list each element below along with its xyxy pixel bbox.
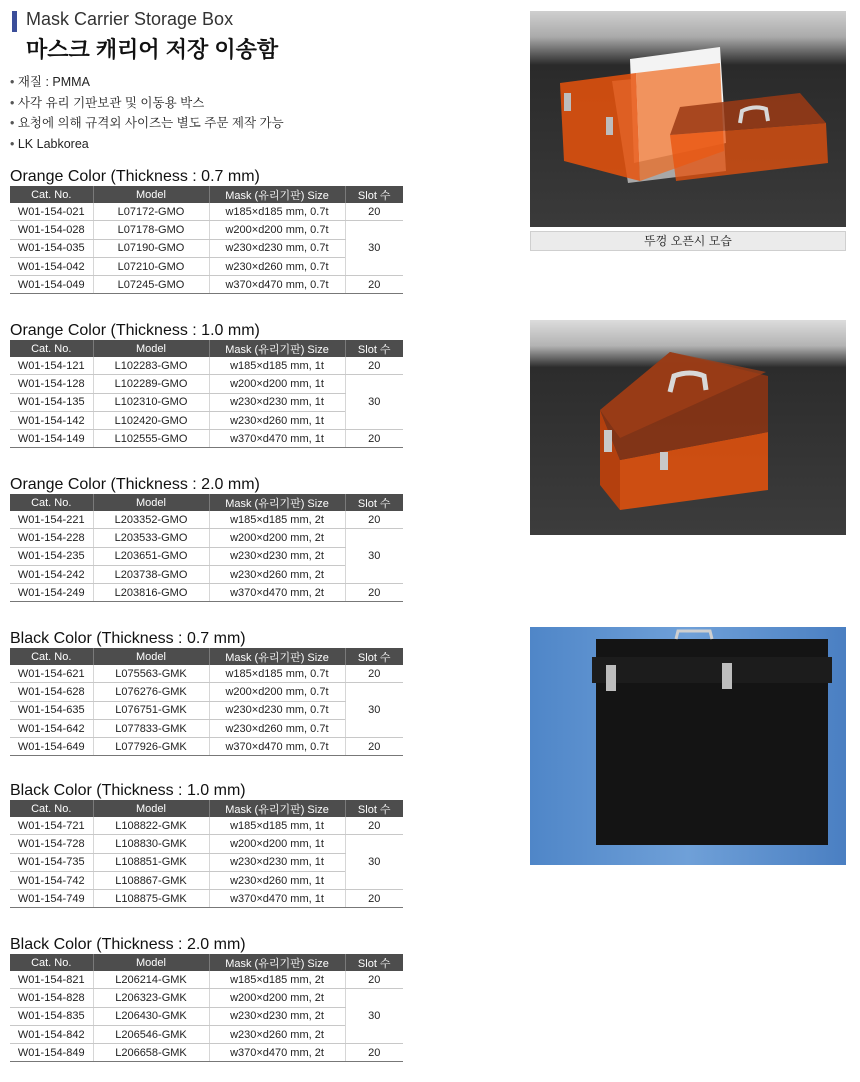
cell-mask: w185×d185 mm, 1t	[209, 817, 345, 835]
cell-slot: 30	[345, 989, 403, 1044]
table-row	[10, 565, 403, 583]
cell-cat: W01-154-649	[10, 738, 93, 756]
cell-mask: w200×d200 mm, 2t	[209, 529, 345, 547]
cell-model: L07210-GMO	[93, 257, 209, 275]
col-header-slot: Slot 수	[345, 186, 403, 203]
table-header-row	[10, 648, 403, 665]
cell-cat: W01-154-828	[10, 989, 93, 1007]
cell-model: L077833-GMK	[93, 719, 209, 737]
cell-mask: w200×d200 mm, 0.7t	[209, 683, 345, 701]
cell-mask: w230×d260 mm, 0.7t	[209, 257, 345, 275]
cell-cat: W01-154-635	[10, 701, 93, 719]
cell-model: L108830-GMK	[93, 835, 209, 853]
table-row	[10, 701, 403, 719]
photo-black-box	[530, 627, 846, 865]
table-header-row	[10, 340, 403, 357]
cell-slot: 20	[345, 203, 403, 221]
cell-slot: 30	[345, 683, 403, 738]
photo-caption: 뚜껑 오픈시 모습	[530, 231, 846, 251]
table-row	[10, 357, 403, 375]
cell-model: L206546-GMK	[93, 1025, 209, 1043]
cell-model: L203651-GMO	[93, 547, 209, 565]
col-header-cat: Cat. No.	[10, 954, 93, 971]
cell-model: L102555-GMO	[93, 430, 209, 448]
section-black-07	[10, 629, 403, 756]
cell-model: L102289-GMO	[93, 375, 209, 393]
col-header-cat: Cat. No.	[10, 494, 93, 511]
cell-slot: 20	[345, 357, 403, 375]
spec-table	[10, 954, 403, 1062]
cell-slot: 20	[345, 584, 403, 602]
cell-cat: W01-154-228	[10, 529, 93, 547]
col-header-model: Model	[93, 340, 209, 357]
cell-cat: W01-154-128	[10, 375, 93, 393]
cell-cat: W01-154-242	[10, 565, 93, 583]
table-row	[10, 853, 403, 871]
col-header-cat: Cat. No.	[10, 648, 93, 665]
cell-mask: w230×d230 mm, 1t	[209, 853, 345, 871]
cell-model: L203352-GMO	[93, 511, 209, 529]
cell-cat: W01-154-121	[10, 357, 93, 375]
table-row	[10, 665, 403, 683]
table-row	[10, 529, 403, 547]
spec-table	[10, 800, 403, 908]
cell-mask: w370×d470 mm, 2t	[209, 1044, 345, 1062]
table-row	[10, 871, 403, 889]
cell-mask: w230×d230 mm, 2t	[209, 547, 345, 565]
col-header-model: Model	[93, 186, 209, 203]
col-header-mask: Mask (유리기판) Size	[209, 648, 345, 665]
cell-cat: W01-154-742	[10, 871, 93, 889]
cell-slot: 20	[345, 1044, 403, 1062]
cell-slot: 20	[345, 430, 403, 448]
cell-mask: w230×d230 mm, 0.7t	[209, 239, 345, 257]
table-header-row	[10, 494, 403, 511]
col-header-slot: Slot 수	[345, 648, 403, 665]
cell-cat: W01-154-149	[10, 430, 93, 448]
col-header-slot: Slot 수	[345, 800, 403, 817]
cell-slot: 30	[345, 835, 403, 890]
photo-orange-box-open	[530, 11, 846, 227]
cell-mask: w185×d185 mm, 0.7t	[209, 203, 345, 221]
table-row	[10, 221, 403, 239]
spec-table	[10, 648, 403, 756]
cell-model: L102420-GMO	[93, 411, 209, 429]
table-row	[10, 1007, 403, 1025]
feature-item: • 요청에 의해 규격외 사이즈는 별도 주문 제작 가능	[10, 113, 284, 134]
col-header-slot: Slot 수	[345, 340, 403, 357]
cell-cat: W01-154-249	[10, 584, 93, 602]
spec-table	[10, 494, 403, 602]
cell-slot: 30	[345, 221, 403, 276]
table-row	[10, 547, 403, 565]
cell-mask: w370×d470 mm, 0.7t	[209, 738, 345, 756]
cell-model: L07178-GMO	[93, 221, 209, 239]
section-black-10	[10, 781, 403, 908]
table-row	[10, 971, 403, 989]
cell-model: L076751-GMK	[93, 701, 209, 719]
table-row	[10, 276, 403, 294]
cell-model: L206430-GMK	[93, 1007, 209, 1025]
table-row	[10, 738, 403, 756]
cell-model: L108822-GMK	[93, 817, 209, 835]
cell-cat: W01-154-821	[10, 971, 93, 989]
table-row	[10, 511, 403, 529]
cell-cat: W01-154-728	[10, 835, 93, 853]
feature-item: • 사각 유리 기판보관 및 이동용 박스	[10, 93, 284, 114]
cell-mask: w200×d200 mm, 1t	[209, 835, 345, 853]
col-header-model: Model	[93, 494, 209, 511]
section-title: Orange Color (Thickness : 1.0 mm)	[10, 322, 260, 339]
photo-black-box-illustration	[530, 627, 846, 865]
feature-list	[10, 72, 284, 154]
table-row	[10, 203, 403, 221]
cell-model: L206214-GMK	[93, 971, 209, 989]
cell-cat: W01-154-028	[10, 221, 93, 239]
cell-cat: W01-154-842	[10, 1025, 93, 1043]
cell-cat: W01-154-721	[10, 817, 93, 835]
table-row	[10, 393, 403, 411]
table-header-row	[10, 186, 403, 203]
col-header-cat: Cat. No.	[10, 186, 93, 203]
cell-mask: w370×d470 mm, 1t	[209, 890, 345, 908]
col-header-slot: Slot 수	[345, 954, 403, 971]
cell-mask: w230×d230 mm, 0.7t	[209, 701, 345, 719]
cell-cat: W01-154-221	[10, 511, 93, 529]
section-title: Black Color (Thickness : 2.0 mm)	[10, 936, 246, 953]
table-row	[10, 411, 403, 429]
table-row	[10, 430, 403, 448]
cell-slot: 20	[345, 817, 403, 835]
cell-slot: 20	[345, 971, 403, 989]
col-header-model: Model	[93, 800, 209, 817]
cell-model: L102283-GMO	[93, 357, 209, 375]
table-row	[10, 835, 403, 853]
cell-model: L076276-GMK	[93, 683, 209, 701]
page-title-english: Mask Carrier Storage Box	[26, 9, 234, 29]
section-orange-20	[10, 475, 403, 602]
cell-mask: w370×d470 mm, 1t	[209, 430, 345, 448]
cell-cat: W01-154-042	[10, 257, 93, 275]
cell-mask: w200×d200 mm, 1t	[209, 375, 345, 393]
feature-item: • LK Labkorea	[10, 134, 284, 155]
cell-cat: W01-154-749	[10, 890, 93, 908]
section-black-20	[10, 935, 403, 1062]
cell-model: L206323-GMK	[93, 989, 209, 1007]
cell-mask: w185×d185 mm, 0.7t	[209, 665, 345, 683]
cell-cat: W01-154-021	[10, 203, 93, 221]
cell-cat: W01-154-642	[10, 719, 93, 737]
col-header-mask: Mask (유리기판) Size	[209, 494, 345, 511]
section-orange-10	[10, 321, 403, 448]
table-row	[10, 890, 403, 908]
cell-model: L07172-GMO	[93, 203, 209, 221]
spec-table	[10, 340, 403, 448]
cell-slot: 30	[345, 529, 403, 584]
col-header-model: Model	[93, 954, 209, 971]
cell-cat: W01-154-628	[10, 683, 93, 701]
table-row	[10, 375, 403, 393]
cell-model: L07190-GMO	[93, 239, 209, 257]
col-header-slot: Slot 수	[345, 494, 403, 511]
section-orange-07	[10, 167, 403, 294]
cell-mask: w185×d185 mm, 1t	[209, 357, 345, 375]
section-title: Orange Color (Thickness : 2.0 mm)	[10, 476, 260, 493]
cell-model: L108875-GMK	[93, 890, 209, 908]
col-header-cat: Cat. No.	[10, 800, 93, 817]
cell-model: L102310-GMO	[93, 393, 209, 411]
section-title: Orange Color (Thickness : 0.7 mm)	[10, 168, 260, 185]
cell-model: L203533-GMO	[93, 529, 209, 547]
cell-mask: w230×d260 mm, 1t	[209, 871, 345, 889]
table-row	[10, 683, 403, 701]
cell-slot: 20	[345, 511, 403, 529]
cell-model: L206658-GMK	[93, 1044, 209, 1062]
cell-slot: 20	[345, 665, 403, 683]
photo-orange-box-closed-illustration	[530, 320, 846, 535]
cell-mask: w230×d260 mm, 2t	[209, 565, 345, 583]
cell-cat: W01-154-049	[10, 276, 93, 294]
photo-orange-box-closed	[530, 320, 846, 535]
cell-cat: W01-154-135	[10, 393, 93, 411]
table-header-row	[10, 954, 403, 971]
cell-mask: w230×d260 mm, 1t	[209, 411, 345, 429]
col-header-cat: Cat. No.	[10, 340, 93, 357]
col-header-mask: Mask (유리기판) Size	[209, 800, 345, 817]
cell-slot: 20	[345, 738, 403, 756]
cell-cat: W01-154-142	[10, 411, 93, 429]
section-title: Black Color (Thickness : 1.0 mm)	[10, 782, 246, 799]
table-row	[10, 239, 403, 257]
section-title: Black Color (Thickness : 0.7 mm)	[10, 630, 246, 647]
cell-model: L108867-GMK	[93, 871, 209, 889]
cell-model: L07245-GMO	[93, 276, 209, 294]
cell-cat: W01-154-835	[10, 1007, 93, 1025]
cell-model: L203816-GMO	[93, 584, 209, 602]
table-row	[10, 257, 403, 275]
cell-mask: w185×d185 mm, 2t	[209, 971, 345, 989]
cell-model: L203738-GMO	[93, 565, 209, 583]
cell-cat: W01-154-621	[10, 665, 93, 683]
cell-model: L108851-GMK	[93, 853, 209, 871]
cell-mask: w200×d200 mm, 0.7t	[209, 221, 345, 239]
cell-cat: W01-154-035	[10, 239, 93, 257]
cell-mask: w370×d470 mm, 0.7t	[209, 276, 345, 294]
col-header-model: Model	[93, 648, 209, 665]
cell-mask: w230×d230 mm, 2t	[209, 1007, 345, 1025]
cell-mask: w230×d230 mm, 1t	[209, 393, 345, 411]
photo-orange-box-open-illustration	[530, 11, 846, 227]
cell-mask: w200×d200 mm, 2t	[209, 989, 345, 1007]
cell-slot: 20	[345, 276, 403, 294]
cell-mask: w185×d185 mm, 2t	[209, 511, 345, 529]
cell-slot: 30	[345, 375, 403, 430]
table-row	[10, 1025, 403, 1043]
col-header-mask: Mask (유리기판) Size	[209, 186, 345, 203]
cell-mask: w370×d470 mm, 2t	[209, 584, 345, 602]
table-row	[10, 584, 403, 602]
col-header-mask: Mask (유리기판) Size	[209, 954, 345, 971]
page-title-korean: 마스크 캐리어 저장 이송함	[26, 37, 279, 62]
table-row	[10, 817, 403, 835]
spec-table	[10, 186, 403, 294]
cell-cat: W01-154-735	[10, 853, 93, 871]
cell-model: L077926-GMK	[93, 738, 209, 756]
cell-slot: 20	[345, 890, 403, 908]
table-row	[10, 719, 403, 737]
cell-cat: W01-154-235	[10, 547, 93, 565]
cell-mask: w230×d260 mm, 0.7t	[209, 719, 345, 737]
table-header-row	[10, 800, 403, 817]
col-header-mask: Mask (유리기판) Size	[209, 340, 345, 357]
table-row	[10, 989, 403, 1007]
cell-model: L075563-GMK	[93, 665, 209, 683]
cell-mask: w230×d260 mm, 2t	[209, 1025, 345, 1043]
feature-item: • 재질 : PMMA	[10, 72, 284, 93]
table-row	[10, 1044, 403, 1062]
title-accent-bar	[12, 11, 17, 32]
cell-cat: W01-154-849	[10, 1044, 93, 1062]
